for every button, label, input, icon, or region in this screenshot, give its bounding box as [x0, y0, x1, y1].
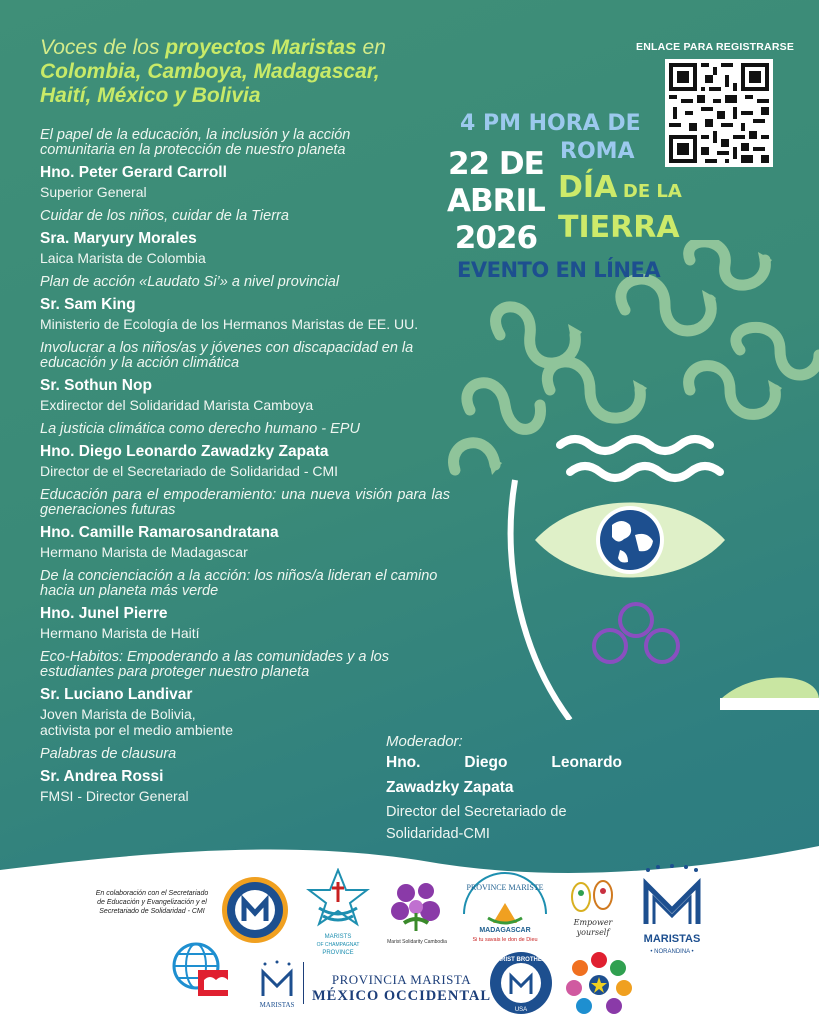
qr-code[interactable]: [665, 59, 773, 167]
mouth-icon: [720, 678, 819, 701]
svg-text:MARISTAS: MARISTAS: [259, 1001, 295, 1009]
agenda-speaker: Hno. Camille Ramarosandratana: [40, 524, 279, 541]
agenda-topic: Cuidar de los niños, cuidar de la Tierra: [40, 208, 289, 224]
headline-line3: Haití, México y Bolivia: [40, 84, 261, 107]
maristas-norandina-logo-icon: [636, 862, 708, 958]
waves-icon: [560, 439, 720, 478]
agenda-item: [40, 422, 485, 479]
earth-day: [558, 170, 682, 246]
agenda-speaker: Sr. Andrea Rossi: [40, 768, 164, 785]
agenda-item: [40, 341, 485, 413]
agenda-topic: La justicia climática como derecho humano - EPU: [40, 421, 360, 437]
moderator-block: [386, 733, 622, 844]
agenda-topic: El papel de la educación, la inclusión y la acción comunitaria en la protección de nuestro planeta: [40, 127, 351, 158]
headline: [40, 36, 440, 108]
solidarity-cambodia-logo-icon: [386, 877, 448, 952]
agenda-role-line2: activista por el medio ambiente: [40, 722, 233, 738]
headline-line2: Colombia, Camboya, Madagascar,: [40, 60, 380, 83]
agenda-role: Laica Marista de Colombia: [40, 250, 206, 266]
svg-text:Si tu savais le don de Dieu: Si tu savais le don de Dieu: [472, 937, 538, 943]
headline-bold: proyectos Maristas: [165, 36, 357, 59]
madagascar-logo-icon: [458, 868, 552, 946]
moderator-name-line1: Hno. Diego Leonardo: [386, 754, 622, 771]
agenda-item: [40, 569, 485, 641]
agenda-speaker: Hno. Junel Pierre: [40, 605, 168, 622]
headline-light: Voces de los: [40, 36, 166, 59]
marist-brothers-usa-logo-icon: [488, 950, 554, 1016]
svg-text:MADAGASCAR: MADAGASCAR: [479, 927, 531, 934]
agenda-role: Exdirector del Solidaridad Marista Camboya: [40, 397, 314, 413]
date-month: ABRIL: [447, 183, 545, 219]
svg-text:MARISTS: MARISTS: [324, 934, 352, 940]
agenda-role: Ministerio de Ecología de los Hermanos Maristas de EE. UU.: [40, 316, 419, 332]
date-year: 2026: [454, 220, 538, 256]
agenda-speaker: Hno. Diego Leonardo Zawadzky Zapata: [40, 443, 329, 460]
mexico-occidental-logo: [312, 972, 491, 1005]
earth-face-illustration: [440, 240, 819, 720]
moderator-name-line2: Zawadzky Zapata: [386, 779, 514, 796]
agenda-speaker: Sr. Sothun Nop: [40, 377, 152, 394]
svg-text:PROVINCE MARISTE: PROVINCE MARISTE: [466, 883, 544, 892]
mexico-line2: MÉXICO OCCIDENTAL: [312, 988, 492, 1004]
agenda-item: [40, 488, 485, 560]
agenda-role: Director de el Secretariado de Solidaridad - CMI: [40, 463, 339, 479]
divider: [303, 962, 304, 1004]
collaboration-note: En colaboración con el Secretariado de Educación y Evangelización y el Secretariado de Solidaridad - CMI: [95, 890, 209, 915]
date-day: 22 DE: [447, 146, 544, 182]
agenda-speaker: Hno. Peter Gerard Carroll: [40, 164, 227, 181]
agenda-role: Joven Marista de Bolivia,: [40, 706, 196, 722]
online-event-label: EVENTO EN LÍNEA: [457, 258, 661, 282]
svg-text:Empower: Empower: [573, 918, 613, 927]
svg-text:USA: USA: [514, 1007, 528, 1013]
svg-text:MARIST BROTHERS: MARIST BROTHERS: [491, 957, 551, 963]
globe-network-logo-icon: [170, 940, 238, 1002]
time-line2: ROMA: [560, 139, 635, 164]
agenda-role: FMSI - Director General: [40, 788, 189, 804]
svg-text:MARISTAS: MARISTAS: [643, 933, 701, 945]
moderator-label: Moderador:: [386, 733, 463, 750]
day-earth: TIERRA: [558, 210, 680, 245]
agenda-item: [40, 650, 485, 738]
moderator-role-line2: Solidaridad-CMI: [386, 826, 490, 842]
agenda-role: Hermano Marista de Haití: [40, 625, 200, 641]
agenda: [40, 128, 485, 813]
colorful-circles-logo-icon: [566, 952, 632, 1016]
star-of-the-sea-logo-icon: [305, 868, 371, 964]
headline-end: en: [356, 36, 386, 59]
event-date: [447, 146, 545, 257]
agenda-role: Superior General: [40, 184, 147, 200]
empower-logo-icon: [563, 877, 623, 939]
svg-text:Marist Solidarity Cambodia: Marist Solidarity Cambodia: [387, 939, 447, 945]
agenda-item: [40, 209, 485, 266]
agenda-topic: Educación para el empoderamiento: una nueva visión para las generaciones futuras: [40, 487, 450, 518]
mexico-line1: PROVINCIA MARISTA: [331, 972, 472, 987]
svg-text:PROVINCE: PROVINCE: [322, 950, 354, 956]
svg-text:• NORANDINA •: • NORANDINA •: [650, 949, 694, 955]
cmi-logo-icon: [220, 875, 290, 945]
maristas-small-logo-icon: [255, 958, 299, 1010]
svg-text:OF CHAMPAGNAT: OF CHAMPAGNAT: [316, 942, 360, 948]
moderator-role-line1: Director del Secretariado de: [386, 804, 567, 820]
circles-icon: [594, 604, 678, 662]
agenda-topic: Plan de acción «Laudato Si’» a nivel provincial: [40, 274, 340, 290]
agenda-item: [40, 275, 485, 332]
agenda-topic: Eco-Habitos: Empoderando a las comunidades y a los estudiantes para proteger nuestro planeta: [40, 649, 389, 680]
agenda-topic: Palabras de clausura: [40, 746, 177, 762]
registration-label: ENLACE PARA REGISTRARSE: [636, 41, 795, 53]
agenda-topic: De la concienciación a la acción: los niños/a lideran el camino hacia un planeta más verde: [40, 568, 438, 599]
agenda-speaker: Sr. Luciano Landivar: [40, 686, 193, 703]
svg-text:yourself: yourself: [576, 928, 610, 937]
agenda-item: [40, 128, 485, 200]
day-of: DE LA: [622, 181, 682, 202]
agenda-role: Hermano Marista de Madagascar: [40, 544, 248, 560]
day-word: DÍA: [558, 170, 618, 205]
qr-code-icon: [665, 59, 773, 167]
agenda-speaker: Sra. Maryury Morales: [40, 230, 197, 247]
face-outline: [511, 480, 570, 720]
agenda-speaker: Sr. Sam King: [40, 296, 136, 313]
time-line1: 4 PM HORA DE: [460, 111, 641, 136]
agenda-topic: Involucrar a los niños/as y jóvenes con discapacidad en la educación y la acción climática: [40, 340, 414, 371]
